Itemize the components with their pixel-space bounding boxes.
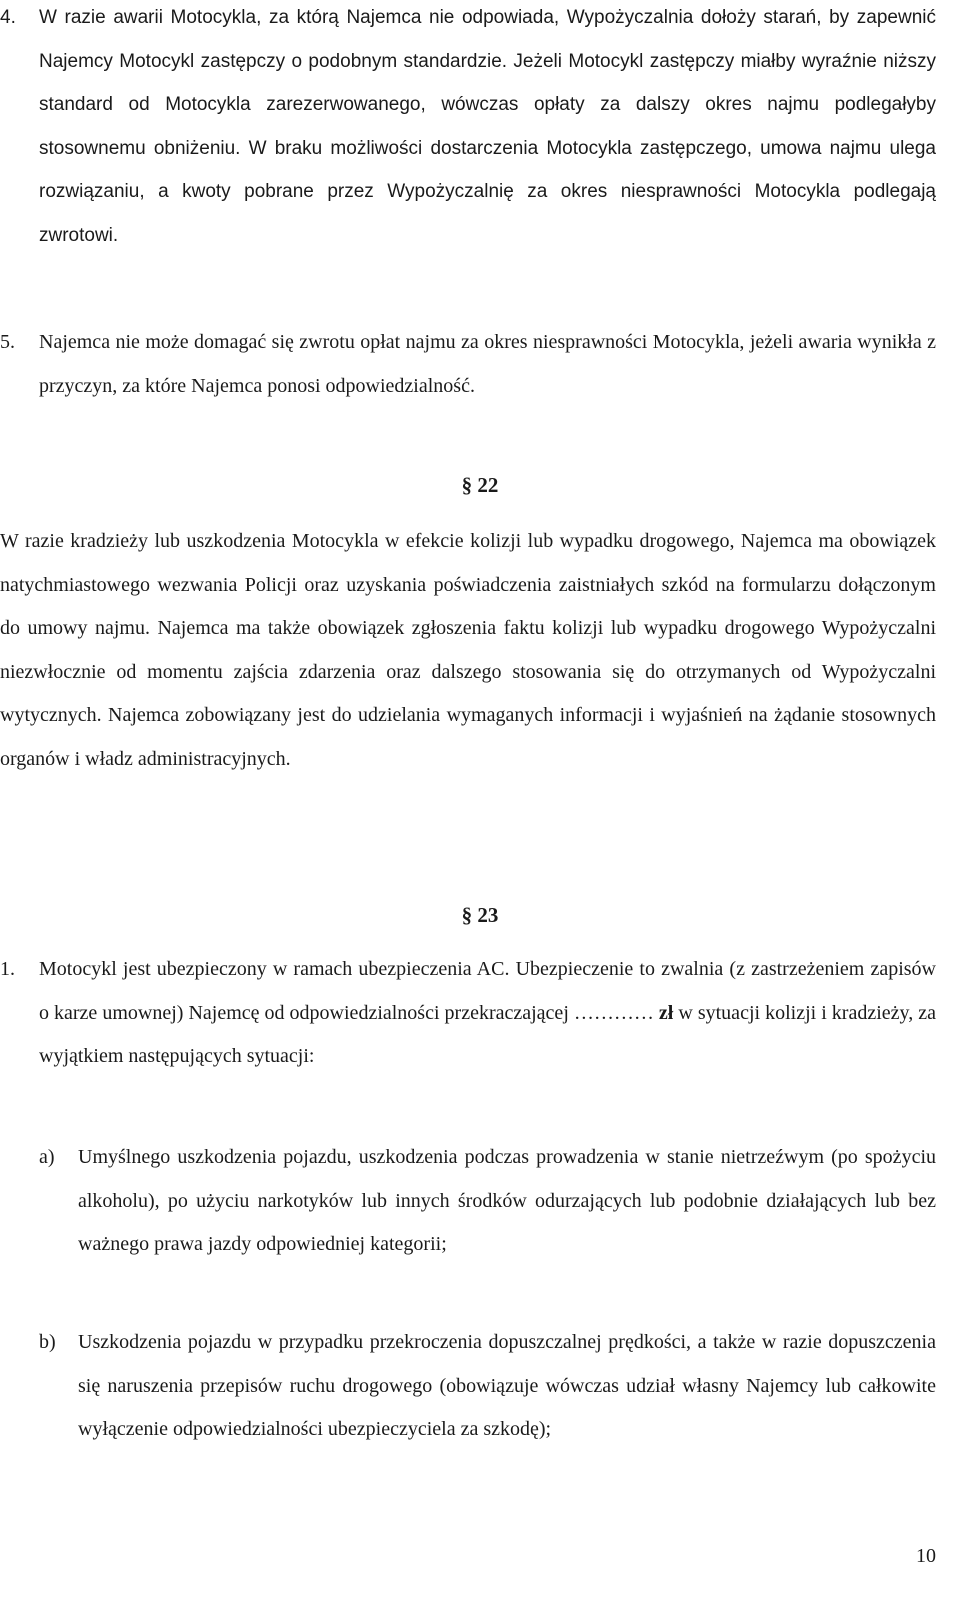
paragraph-text: Najemca nie może domagać się zwrotu opłat najmu za okres niesprawności Motocykla, jeżeli awaria wynikła z przyczyn, za które Najemca ponosi odpowiedzialność. [39,331,936,397]
text-part: Motocykl jest ubezpieczony w ramach ubezpieczenia AC. Ubezpieczenie to zwalnia (z zastrzeżeniem zapisów o karze umownej) Najemcę od odpowiedzialności przekraczającej ………… [39,958,936,1024]
paragraph-4 [0,0,936,257]
paragraph-5 [0,321,936,408]
list-text: Umyślnego uszkodzenia pojazdu, uszkodzenia podczas prowadzenia w stanie nietrzeźwym (po spożyciu alkoholu), po użyciu narkotyków lub innych środków odurzających lub podobnie działających lub bez ważnego prawa jazdy odpowiedniej kategorii; [78,1146,936,1255]
paragraph-number: 1. [0,958,15,980]
list-marker: b) [39,1331,56,1353]
paragraph-number: 5. [0,331,15,353]
paragraph-number: 4. [0,7,16,28]
page-number: 10 [916,1545,936,1567]
section-23-heading: § 23 [461,903,499,927]
currency-bold: zł [658,1001,674,1024]
section-23-paragraph-1 [0,948,936,1079]
text-part: w sytuacji kolizji i kradzieży, za wyjątkiem następujących sytuacji: [39,1001,936,1067]
list-text: Uszkodzenia pojazdu w przypadku przekroczenia dopuszczalnej prędkości, a także w razie dopuszczenia się naruszenia przepisów ruchu drogowego (obowiązuje wówczas udział własny Najemcy lub całkowite wyłączenie odpowiedzialności ubezpieczyciela za szkodę); [78,1331,936,1440]
list-marker: a) [39,1146,55,1168]
paragraph-text: W razie awarii Motocykla, za którą Najemca nie odpowiada, Wypożyczalnia dołoży starań, by zapewnić Najemcy Motocykl zastępczy o podobnym standardzie. Jeżeli Motocykl zastępczy miałby wyraźnie niższy standard od Motocykla zarezerwowanego, wówczas opłaty za dalszy okres najmu podlegałyby stosownemu obniżeniu. W braku możliwości dostarczenia Motocykla zastępczego, umowa najmu ulega rozwiązaniu, a kwoty pobrane przez Wypożyczalnię za okres niesprawności Motocykla podlegają zwrotowi. [39,7,936,246]
section-22-heading: § 22 [461,473,499,497]
paragraph-text [39,948,936,1079]
list-item-b [39,1321,936,1452]
list-item-a [39,1136,936,1267]
section-22-text: W razie kradzieży lub uszkodzenia Motocykla w efekcie kolizji lub wypadku drogowego, Najemca ma obowiązek natychmiastowego wezwania Policji oraz uzyskania poświadczenia zaistniałych szkód na formularzu dołączonym do umowy najmu. Najemca ma także obowiązek zgłoszenia faktu kolizji lub wypadku drogowego Wypożyczalni niezwłocznie od momentu zajścia zdarzenia oraz dalszego stosowania się do otrzymanych od Wypożyczalni wytycznych. Najemca zobowiązany jest do udzielania wymaganych informacji i wyjaśnień na żądanie stosownych organów i władz administracyjnych. [0,530,936,770]
